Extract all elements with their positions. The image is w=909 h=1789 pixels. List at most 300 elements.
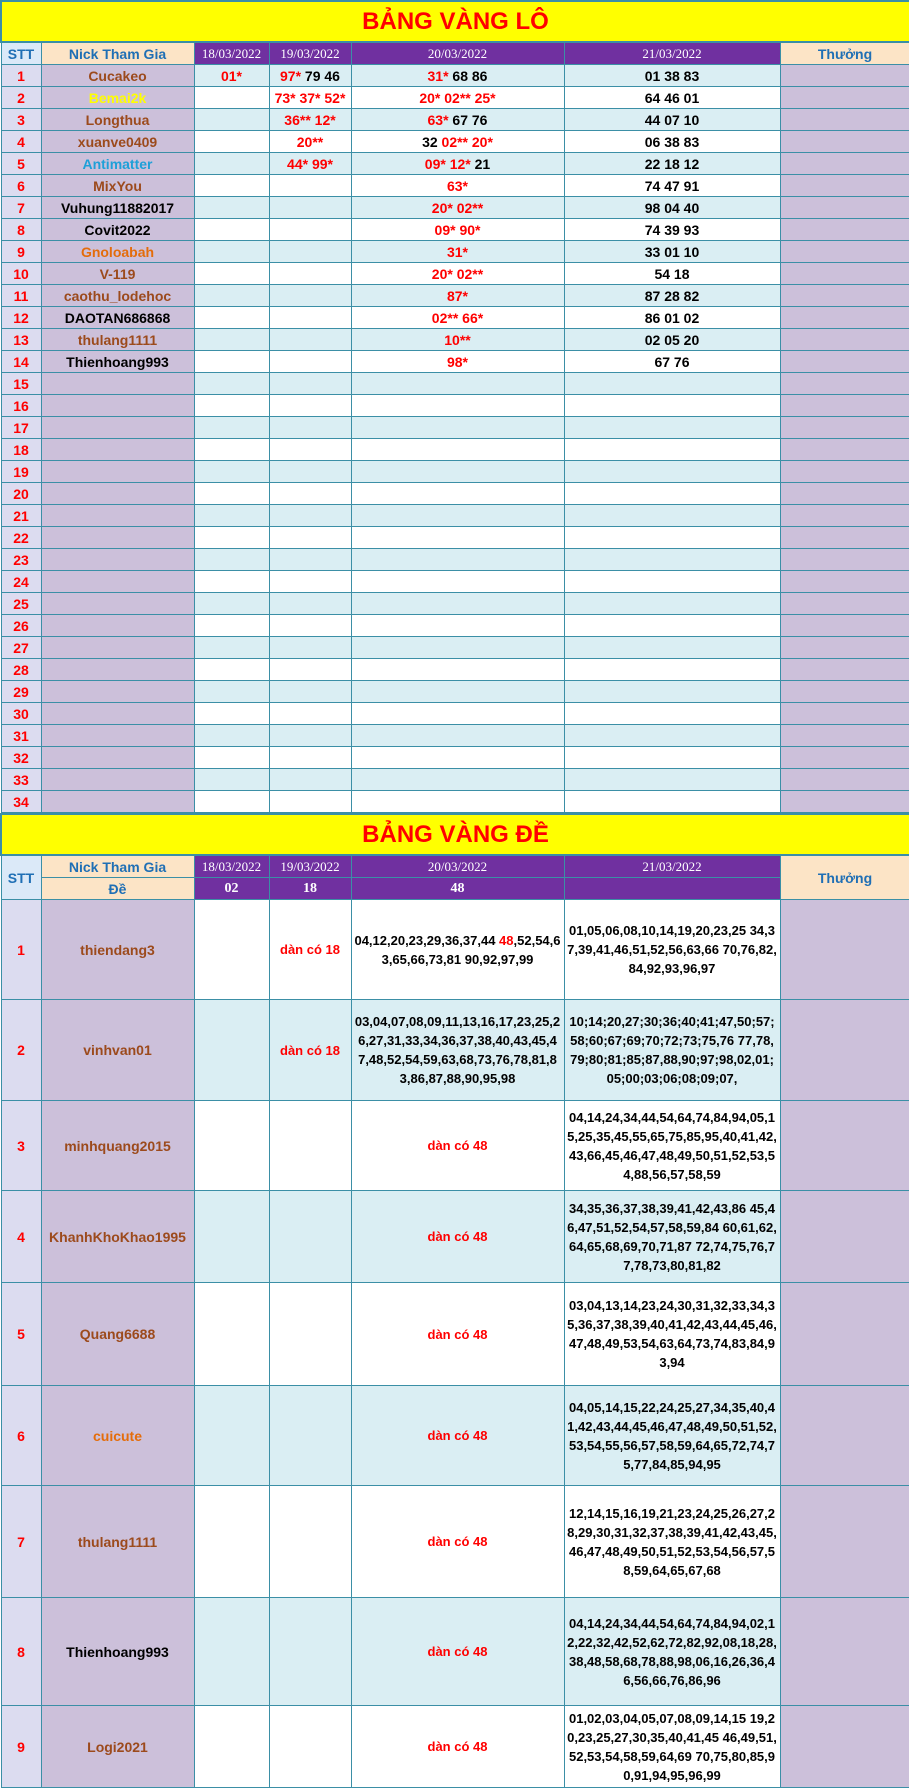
entry-text: dàn có 48 <box>427 1138 488 1153</box>
de-row-day-3-text <box>352 1532 564 1551</box>
lo-row-thuong <box>780 703 909 725</box>
lo-row-day-1 <box>194 527 269 549</box>
lo-row-day-2 <box>269 593 351 615</box>
lo-row-day-4 <box>564 285 780 307</box>
de-row-day-4 <box>564 900 780 1000</box>
lo-row-nick: Thienhoang993 <box>41 351 194 373</box>
lo-row-day-1 <box>194 241 269 263</box>
de-row-thuong <box>780 1706 909 1788</box>
lo-row-day-3 <box>351 87 564 109</box>
de-row-day-4 <box>564 1598 780 1706</box>
lo-row-nick <box>41 483 194 505</box>
lo-row-day-2 <box>269 461 351 483</box>
lo-row-thuong <box>780 131 909 153</box>
lo-row-day-2 <box>269 87 351 109</box>
entry-text: dàn có 48 <box>427 1534 488 1549</box>
de-row-nick: vinhvan01 <box>41 1000 194 1101</box>
lo-row-nick <box>41 549 194 571</box>
de-row-day-1 <box>194 1191 269 1283</box>
de-row-day-2 <box>269 1191 351 1283</box>
lo-row-thuong <box>780 329 909 351</box>
entry-text: 54 18 <box>654 265 690 282</box>
lo-row-day-1 <box>194 571 269 593</box>
lo-header-date-4: 21/03/2022 <box>564 42 780 65</box>
lo-row <box>1 373 909 395</box>
de-row-day-3-text <box>352 1426 564 1445</box>
de-row-stt: 4 <box>1 1191 41 1283</box>
lo-row-thuong <box>780 549 909 571</box>
lo-row-day-2 <box>269 197 351 219</box>
de-row-day-3-text <box>352 1325 564 1344</box>
de-row-day-4 <box>564 1283 780 1386</box>
lo-row-day-4 <box>564 153 780 175</box>
de-row-day-4 <box>564 1706 780 1788</box>
de-header-nick: Nick Tham Gia <box>41 855 194 878</box>
lo-row-thuong <box>780 615 909 637</box>
lo-row-day-2 <box>269 637 351 659</box>
lo-row-nick: DAOTAN686868 <box>41 307 194 329</box>
lo-row-day-4 <box>564 131 780 153</box>
lo-row-day-4 <box>564 417 780 439</box>
lo-row-nick: MixYou <box>41 175 194 197</box>
lo-row-day-1 <box>194 395 269 417</box>
lo-row-day-4 <box>564 527 780 549</box>
lo-row-day-4 <box>564 439 780 461</box>
de-row-day-3-text <box>352 1642 564 1661</box>
lo-row-nick <box>41 637 194 659</box>
lo-row-day-2 <box>269 659 351 681</box>
lo-row-stt: 13 <box>1 329 41 351</box>
lo-row-thuong <box>780 307 909 329</box>
lo-row-day-1 <box>194 593 269 615</box>
entry-text: 87* <box>446 287 469 304</box>
lo-row-nick <box>41 439 194 461</box>
lo-row-stt: 12 <box>1 307 41 329</box>
lo-row <box>1 439 909 461</box>
lo-row-nick: Cucakeo <box>41 65 194 87</box>
lo-row-day-1 <box>194 461 269 483</box>
lo-row-thuong <box>780 747 909 769</box>
lo-row-day-4 <box>564 395 780 417</box>
lo-row-thuong <box>780 791 909 813</box>
lo-row-day-4 <box>564 197 780 219</box>
entry-text: 73* 37* 52* <box>274 89 346 106</box>
lo-row <box>1 527 909 549</box>
lo-row-day-3 <box>351 373 564 395</box>
lo-row-stt: 10 <box>1 263 41 285</box>
de-row-day-2 <box>269 1283 351 1386</box>
de-row-stt: 5 <box>1 1283 41 1386</box>
lo-row-day-1 <box>194 109 269 131</box>
entry-text: 33 01 10 <box>644 243 700 260</box>
lo-row-stt: 28 <box>1 659 41 681</box>
entry-text: 06 38 83 <box>644 133 700 150</box>
de-row <box>1 1000 909 1101</box>
de-row-day-4-text: 12,14,15,16,19,21,23,24,25,26,27,28,29,30,31,32,37,38,39,41,42,43,45,46,47,48,49,50,51,52,53,54,56,57,58,59,64,65,67,68 <box>567 1505 777 1578</box>
lo-row-day-3 <box>351 65 564 87</box>
lo-row <box>1 175 909 197</box>
lo-row-day-1 <box>194 285 269 307</box>
lo-row-nick: Antimatter <box>41 153 194 175</box>
lo-row <box>1 109 909 131</box>
de-row-day-4-text: 03,04,13,14,23,24,30,31,32,33,34,35,36,37,38,39,40,41,42,43,44,45,46,47,48,49,53,54,63,64,73,74,83,84,93,94 <box>567 1298 777 1370</box>
lo-row-day-1 <box>194 307 269 329</box>
entry-text: 74 39 93 <box>644 221 700 238</box>
lo-row-day-2 <box>269 373 351 395</box>
lo-row-stt: 2 <box>1 87 41 109</box>
lo-row-day-3 <box>351 769 564 791</box>
de-result-row <box>1 878 909 900</box>
lo-row-day-3 <box>351 527 564 549</box>
lo-row-stt: 19 <box>1 461 41 483</box>
de-row-day-3-text <box>352 1227 564 1246</box>
de-row-stt: 6 <box>1 1386 41 1486</box>
lo-row-day-4 <box>564 637 780 659</box>
lo-row-stt: 6 <box>1 175 41 197</box>
lo-row-nick <box>41 571 194 593</box>
entry-text: dàn có 48 <box>427 1229 488 1244</box>
entry-text: 21 <box>470 155 491 172</box>
lo-header-thuong: Thưởng <box>780 42 909 65</box>
lo-row-day-1 <box>194 263 269 285</box>
lo-row <box>1 549 909 571</box>
entry-text: 31* <box>446 243 469 260</box>
de-row-day-4-text: 04,14,24,34,44,54,64,74,84,94,02,12,22,32,42,52,62,72,82,92,08,18,28,38,48,58,68,78,88,98,06,16,26,36,46,56,66,76,86,96 <box>567 1615 777 1688</box>
lo-row-day-1 <box>194 725 269 747</box>
lo-row-day-2 <box>269 681 351 703</box>
de-header-date-3: 20/03/2022 <box>351 855 564 878</box>
lo-row <box>1 615 909 637</box>
lo-row-stt: 9 <box>1 241 41 263</box>
lo-row-stt: 5 <box>1 153 41 175</box>
entry-text: 20* 02** 25* <box>419 89 496 106</box>
de-header-row <box>1 855 909 878</box>
lo-row-day-1 <box>194 747 269 769</box>
de-row-thuong <box>780 1000 909 1101</box>
lo-row-thuong <box>780 285 909 307</box>
de-row-day-1 <box>194 1386 269 1486</box>
lo-row-day-1 <box>194 87 269 109</box>
de-result-1: 02 <box>194 878 269 900</box>
lo-row-nick <box>41 505 194 527</box>
lo-row-day-3 <box>351 329 564 351</box>
entry-text: 67 76 <box>654 353 690 370</box>
lo-row-thuong <box>780 351 909 373</box>
entry-text: 79 46 <box>301 67 340 84</box>
lo-row-day-4 <box>564 593 780 615</box>
lo-row <box>1 571 909 593</box>
lo-row-day-2 <box>269 65 351 87</box>
lo-row-day-4 <box>564 549 780 571</box>
de-row-day-4-text: 10;14;20,27;30;36;40;41;47,50;57;58;60;67;69;70;72;73;75,76 77,78,79;80;81;85;87,88,90;97;98,02,01;05;00;03;06;08;09;07, <box>569 1014 775 1086</box>
de-row-stt: 7 <box>1 1486 41 1598</box>
lo-row <box>1 241 909 263</box>
lo-header-date-3: 20/03/2022 <box>351 42 564 65</box>
lo-row <box>1 791 909 813</box>
lo-row-day-2 <box>269 505 351 527</box>
de-body <box>1 900 909 1788</box>
de-row-day-4 <box>564 1386 780 1486</box>
lo-row-thuong <box>780 263 909 285</box>
entry-text: 44* 99* <box>287 155 333 172</box>
lo-row-day-1 <box>194 219 269 241</box>
lo-row-day-1 <box>194 153 269 175</box>
lo-row <box>1 483 909 505</box>
entry-text: 09* 90* <box>434 221 481 238</box>
de-row-day-3 <box>351 900 564 1000</box>
lo-row-thuong <box>780 681 909 703</box>
entry-text: 86 01 02 <box>644 309 700 326</box>
lo-header-stt: STT <box>1 42 41 65</box>
lo-row-day-3 <box>351 747 564 769</box>
lo-row-day-2 <box>269 131 351 153</box>
lo-row-stt: 32 <box>1 747 41 769</box>
lo-row-day-2 <box>269 219 351 241</box>
lo-row-stt: 29 <box>1 681 41 703</box>
entry-text: dàn có 18 <box>280 1042 340 1058</box>
lo-row-day-3 <box>351 417 564 439</box>
lo-row-day-2 <box>269 241 351 263</box>
lo-row-day-2 <box>269 483 351 505</box>
de-row-day-3 <box>351 1386 564 1486</box>
lo-row-thuong <box>780 241 909 263</box>
entry-text: 22 18 12 <box>644 155 700 172</box>
lo-row-day-4 <box>564 505 780 527</box>
entry-text: 97* <box>280 67 302 84</box>
de-row-day-4-text: 01,02,03,04,05,07,08,09,14,15 19,20,23,25,27,30,35,40,41,45 46,49,51,52,53,54,58,59,64,69 70,75,80,85,90,91,94,95,96,99 <box>567 1710 777 1783</box>
lo-row-stt: 26 <box>1 615 41 637</box>
lo-row <box>1 747 909 769</box>
lo-row-day-1 <box>194 351 269 373</box>
lo-row-day-3 <box>351 395 564 417</box>
de-row-day-2 <box>269 1706 351 1788</box>
lo-row-nick <box>41 725 194 747</box>
entry-text: dàn có 48 <box>427 1428 488 1443</box>
lo-row-stt: 25 <box>1 593 41 615</box>
lo-row <box>1 87 909 109</box>
lo-row-thuong <box>780 637 909 659</box>
lo-row <box>1 725 909 747</box>
lo-row-nick <box>41 417 194 439</box>
de-row <box>1 1486 909 1598</box>
entry-text: 98 04 40 <box>644 199 700 216</box>
lo-row-nick: Vuhung11882017 <box>41 197 194 219</box>
lo-row-day-3 <box>351 241 564 263</box>
de-row-stt: 1 <box>1 900 41 1000</box>
lo-row-nick <box>41 527 194 549</box>
lo-row-day-2 <box>269 109 351 131</box>
lo-row-day-3 <box>351 285 564 307</box>
lo-row-stt: 30 <box>1 703 41 725</box>
de-row-day-2 <box>269 1486 351 1598</box>
de-row-nick: thulang1111 <box>41 1486 194 1598</box>
lo-row-day-3 <box>351 197 564 219</box>
lo-row-day-1 <box>194 175 269 197</box>
lo-row-day-4 <box>564 483 780 505</box>
de-header-nick-sub: Đề <box>41 878 194 900</box>
lo-row-day-4 <box>564 703 780 725</box>
lo-row-day-3 <box>351 483 564 505</box>
entry-text: 68 86 <box>448 67 488 84</box>
de-row-day-3 <box>351 1486 564 1598</box>
entry-text: dàn có 48 <box>427 1739 488 1754</box>
lo-row-nick: Gnoloabah <box>41 241 194 263</box>
lo-row-thuong <box>780 439 909 461</box>
lo-row-thuong <box>780 175 909 197</box>
lo-row-thuong <box>780 197 909 219</box>
lo-row-stt: 33 <box>1 769 41 791</box>
lo-row <box>1 461 909 483</box>
lo-row <box>1 703 909 725</box>
entry-text: 10** <box>444 331 471 348</box>
lo-row-day-2 <box>269 417 351 439</box>
lo-row-day-2 <box>269 725 351 747</box>
de-row-day-1 <box>194 1283 269 1386</box>
lo-row-stt: 34 <box>1 791 41 813</box>
lo-row-day-1 <box>194 615 269 637</box>
lo-row-stt: 31 <box>1 725 41 747</box>
lo-row-day-1 <box>194 659 269 681</box>
lo-row-day-3 <box>351 615 564 637</box>
entry-text: 02 05 20 <box>644 331 700 348</box>
lo-row-day-3 <box>351 703 564 725</box>
lo-row <box>1 395 909 417</box>
lo-row-day-3 <box>351 659 564 681</box>
lo-row-stt: 8 <box>1 219 41 241</box>
lo-row <box>1 285 909 307</box>
lo-row <box>1 131 909 153</box>
de-row-thuong <box>780 1101 909 1191</box>
entry-text: 20* 02** <box>431 199 484 216</box>
entry-text: 02** 20* <box>441 133 493 150</box>
entry-text: 20* 02** <box>431 265 484 282</box>
lo-row-stt: 27 <box>1 637 41 659</box>
entry-text: 09* 12* <box>424 155 471 172</box>
lo-row-day-3 <box>351 307 564 329</box>
de-row-day-3-text <box>352 931 564 969</box>
lo-row-day-4 <box>564 681 780 703</box>
de-row-thuong <box>780 900 909 1000</box>
lo-row-day-1 <box>194 681 269 703</box>
de-row-day-3 <box>351 1598 564 1706</box>
lo-header-row <box>1 42 909 65</box>
entry-text: 67 76 <box>448 111 488 128</box>
de-row <box>1 1283 909 1386</box>
de-row-day-1 <box>194 1486 269 1598</box>
lo-row-day-1 <box>194 703 269 725</box>
lo-row-day-4 <box>564 65 780 87</box>
lo-row-thuong <box>780 725 909 747</box>
lo-row <box>1 417 909 439</box>
lo-row <box>1 307 909 329</box>
lo-row-nick <box>41 659 194 681</box>
de-row-nick: thiendang3 <box>41 900 194 1000</box>
lo-row-day-2 <box>269 571 351 593</box>
lo-row <box>1 263 909 285</box>
entry-text: 03,04,07,08,09,11,13,16,17,23,25,26,27,31,33,34,36,37,38,40,43,45,47,48,52,54,59,63,68,73,76,78,81,83,86,87,88,90,95,98 <box>354 1014 561 1086</box>
de-row-day-3 <box>351 1101 564 1191</box>
de-row-day-3 <box>351 1283 564 1386</box>
lo-header-date-1: 18/03/2022 <box>194 42 269 65</box>
lo-row-day-1 <box>194 373 269 395</box>
lo-row-day-1 <box>194 637 269 659</box>
lo-row-nick <box>41 769 194 791</box>
lo-row-stt: 1 <box>1 65 41 87</box>
de-row <box>1 1191 909 1283</box>
lo-row-thuong <box>780 659 909 681</box>
lo-row-nick <box>41 461 194 483</box>
lo-row-day-4 <box>564 241 780 263</box>
lo-row-thuong <box>780 417 909 439</box>
lo-row <box>1 593 909 615</box>
lo-row-day-4 <box>564 109 780 131</box>
lo-row-nick <box>41 703 194 725</box>
lo-row-stt: 15 <box>1 373 41 395</box>
de-row-day-4 <box>564 1000 780 1101</box>
de-row-day-2 <box>269 1101 351 1191</box>
lo-row-day-4 <box>564 373 780 395</box>
de-row <box>1 1386 909 1486</box>
entry-text: dàn có 48 <box>427 1644 488 1659</box>
de-row-day-3-text <box>352 1012 564 1088</box>
lo-row-day-3 <box>351 549 564 571</box>
lo-row-stt: 21 <box>1 505 41 527</box>
lo-row-day-2 <box>269 307 351 329</box>
de-header-date-4: 21/03/2022 <box>564 855 780 878</box>
de-row-day-1 <box>194 1000 269 1101</box>
entry-text: ,52,54,63,65,66,73,81 90,92,97,99 <box>381 932 561 967</box>
de-row-nick: KhanhKhoKhao1995 <box>41 1191 194 1283</box>
lo-row-day-3 <box>351 439 564 461</box>
lo-row-nick <box>41 681 194 703</box>
lo-row-stt: 3 <box>1 109 41 131</box>
lo-row-day-1 <box>194 65 269 87</box>
entry-text: 64 46 01 <box>644 89 700 106</box>
lo-row-day-4 <box>564 659 780 681</box>
lo-row-day-2 <box>269 285 351 307</box>
lo-row-day-1 <box>194 549 269 571</box>
lo-row-day-1 <box>194 791 269 813</box>
lo-row-stt: 23 <box>1 549 41 571</box>
de-result-3: 48 <box>351 878 564 900</box>
lo-row-day-3 <box>351 505 564 527</box>
de-table <box>0 813 909 1788</box>
lo-row-day-3 <box>351 219 564 241</box>
entry-text: 04,12,20,23,29,36,37,44 <box>354 932 500 948</box>
de-header-thuong: Thưởng <box>780 855 909 900</box>
lo-row-nick: V-119 <box>41 263 194 285</box>
entry-text: 87 28 82 <box>644 287 700 304</box>
lo-row-day-1 <box>194 505 269 527</box>
de-row-thuong <box>780 1486 909 1598</box>
de-row-day-4-text: 04,05,14,15,22,24,25,27,34,35,40,41,42,43,44,45,46,47,48,49,50,51,52,53,54,55,56,57,58,59,64,65,72,74,75,77,84,85,94,95 <box>567 1399 777 1472</box>
lo-row-day-3 <box>351 351 564 373</box>
lo-row-nick: Longthua <box>41 109 194 131</box>
entry-text: 74 47 91 <box>644 177 700 194</box>
de-row-stt: 3 <box>1 1101 41 1191</box>
de-row-day-3 <box>351 1706 564 1788</box>
lo-row-thuong <box>780 219 909 241</box>
lo-row-stt: 11 <box>1 285 41 307</box>
de-row-stt: 8 <box>1 1598 41 1706</box>
entry-text: 63* <box>427 111 449 128</box>
lo-row-nick: caothu_lodehoc <box>41 285 194 307</box>
de-header-date-2: 19/03/2022 <box>269 855 351 878</box>
lo-row-day-1 <box>194 131 269 153</box>
lo-title: BẢNG VÀNG LÔ <box>1 1 909 42</box>
lo-row <box>1 637 909 659</box>
de-row <box>1 1101 909 1191</box>
